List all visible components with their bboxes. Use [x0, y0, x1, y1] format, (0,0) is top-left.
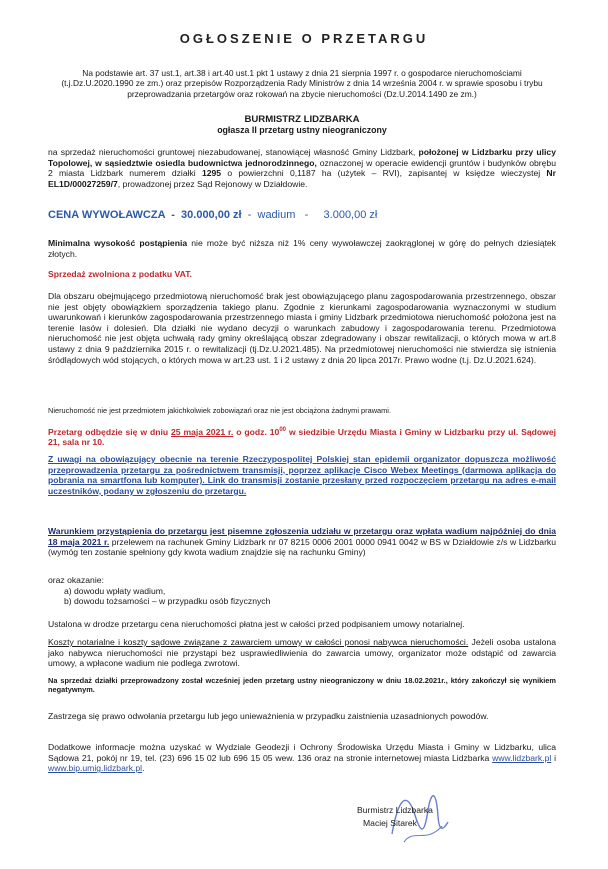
signature-role: Burmistrz Lidzbarka [357, 805, 433, 815]
tender-time: o godz. 10 [233, 426, 280, 437]
additional-info [48, 742, 556, 774]
tender-location: w siedzibie Urzędu Miasta i Gminy w Lidzbarku przy ul. Sądowej 21, sala nr 10. [48, 426, 556, 448]
additional-info-text: Dodatkowe informacje można uzyskać w Wydziale Geodezji i Ochrony Środowiska Urzędu Miasta i Gminy w Lidzbarku, ulica Sądowa 21, pokój nr 19, tel. (23) 696 15 02 lub 696 15 05 wew. 136 oraz na stronie internetowej miasta Lidzbarka [48, 742, 556, 763]
deposit-value: 3.000,00 zł [323, 209, 378, 221]
tender-type-heading: ogłasza II przetarg ustny nieograniczony [217, 125, 387, 135]
signature-name: Maciej Sitarek [363, 818, 417, 828]
minimum-increment-label: Minimalna wysokość postąpienia [48, 238, 188, 248]
tender-date-paragraph [48, 425, 556, 448]
tender-time-minutes: 00 [279, 427, 287, 433]
tender-date: 25 maja 2021 r. [171, 426, 234, 437]
website-link[interactable]: www.lidzbark.pl [492, 752, 552, 763]
list-item: b) dowodu tożsamości – w przypadku osób fizycznych [64, 596, 271, 607]
issuer-heading: BURMISTRZ LIDZBARKA [244, 114, 360, 125]
page-title: OGŁOSZENIE O PRZETARGU [179, 31, 429, 46]
obligations-note: Nieruchomość nie jest przedmiotem jakichkolwiek zobowiązań oraz nie jest obciążona żadnymi prawami. [48, 406, 391, 415]
minimum-increment-text: nie może być niższa niż 1% ceny wywoławczej zaokrąglonej w górę do pełnych dziesiątek złotych. [48, 238, 556, 259]
starting-price-value: 30.000,00 zł [181, 209, 242, 221]
additional-info-end: . [142, 763, 145, 774]
sale-text-4: , prowadzonej przez Sąd Rejonowy w Działdowie. [117, 178, 308, 189]
participation-condition [48, 526, 556, 558]
costs-paragraph [48, 637, 556, 669]
additional-info-conjunction: i [551, 752, 556, 763]
deposit-label: wadium [257, 209, 296, 221]
price-payment-note: Ustalona w drodze przetargu cena nieruchomości płatna jest w całości przed podpisaniem umowy notarialnej. [48, 619, 465, 629]
signature-stamp-icon [384, 782, 456, 852]
costs-underlined: Koszty notarialne i koszty sądowe związane z zawarciem umowy w całości ponosi nabywca nieruchomości. [48, 637, 469, 647]
bip-link[interactable]: www.bip.umig.lidzbark.pl [48, 763, 143, 774]
costs-text: Jeżeli osoba ustalona jako nabywca nieruchomości nie przystąpi bez usprawiedliwienia do zawarcia umowy, organizator może odstąpić od zawarcia umowy, a wpłacone wadium nie podlega zwrotowi. [48, 637, 556, 669]
previous-tender-note: Na sprzedaż działki przeprowadzony został wcześniej jeden przetarg ustny nieograniczony w dniu 18.02.2021r., który zakończył się wynikiem negatywnym. [48, 676, 556, 695]
minimum-increment [48, 238, 556, 259]
participation-condition-bold: Warunkiem przystąpienia do przetargu jest pisemne zgłoszenia udziału w przetargu oraz wpłata wadium najpóźniej do dnia 18 maja 2021 r. [48, 526, 556, 547]
epidemic-transmission-notice: Z uwagi na obowiązujący obecnie na terenie Rzeczypospolitej Polskiej stan epidemii organizator dopuszcza możliwość przeprowadzenia przetargu za pośrednictwem transmisji, poprzez aplikacje Cisco Webex Meetings (darmowa aplikacja do pobrania na smartfona lub komputer). Link do transmisji zostanie przesłany przed rozpoczęciem przetargu na adres e-mail uczestników, podany w zgłoszeniu do przetargu. [48, 454, 556, 496]
land-register-number: Nr EL1D/00027259/7 [48, 168, 556, 189]
sale-text-1: na sprzedaż nieruchomości gruntowej niezabudowanej, stanowiącej własność Gminy Lidzbark, [48, 147, 419, 157]
documents-required [48, 575, 556, 607]
sale-location: położonej w Lidzbarku przy ulicy Topolowej, w sąsiedztwie osiedla budownictwa jednorodzinnego, [48, 147, 556, 168]
sale-text-3: o powierzchni 0,1187 ha (użytek – RVI), zapisantej w księdze wieczystej [221, 168, 547, 179]
plot-number: 1295 [201, 168, 222, 179]
cancellation-reserve: Zastrzega się prawo odwołania przetargu lub jego unieważnienia w przypadku zaistnienia uzasadnionych powodów. [48, 711, 489, 721]
sale-description [48, 147, 556, 189]
starting-price-label: CENA WYWOŁAWCZA [48, 209, 166, 221]
list-item: a) dowodu wpłaty wadium, [64, 585, 166, 596]
documents-required-label: oraz okazanie: [48, 575, 104, 585]
starting-price-line: CENA WYWOŁAWCZA - 30.000,00 zł - wadium - 3.000,00 zł [48, 209, 378, 221]
zoning-plan-paragraph: Dla obszaru obejmującego przedmiotową nieruchomość brak jest obowiązującego planu zagospodarowania przestrzennego, obszar nie jest objęty obowiązkiem sporządzenia takiego planu. Zgodnie z kierunkami zagospodarowania wyznaczonymi w studium uwarunkowań i kierunków zagospodarowania przestrzennego miasta i gminy Lidzbark przedmiotowa nieruchomość położona jest na terenie lasów i dolesień. Dla działki nie wydano decyzji o warunkach zabudowy i zagospodarowania terenu. Przedmiotowa nieruchomość nie jest objęta uchwałą rady gminy określającą obszar zdegradowany i obszar rewitalizacji, o których mowa w art.8 ustawy z dnia 9 października 2015 r. o rewitalizacji (tj.Dz.U.2021.485). Na przedmiotowej nieruchomości nie stwierdza się istnienia śródlądowych wód stojących, o których mowa w art.23 ust. 1 i 2 ustawy z dnia 20 lipca 2017r. Prawo wodne (t.j. Dz.U.2021.624). [48, 291, 556, 365]
legal-basis-intro: Na podstawie art. 37 ust.1, art.38 i art.40 ust.1 pkt 1 ustawy z dnia 21 sierpnia 1997 r. o gospodarce nieruchomościami (t.j.Dz.U.2020.1990 ze zm.) oraz przepisów Rozporządzenia Rady Ministrów z dnia 14 września 2004 r. w sprawie sposobu i trybu przeprowadzania przetargów oraz rokowań na zbycie nieruchomości (Dz.U.2014.1490 ze zm.) [61, 68, 543, 99]
participation-condition-text: przelewem na rachunek Gminy Lidzbark nr 07 8215 0006 2001 0000 0941 0042 w BS w Działdowie z/s w Lidzbarku (wymóg ten zostanie spełniony gdy kwota wadium znajdzie się na rachunku Gminy) [48, 536, 557, 558]
sale-text-2: oznaczonej w operacie ewidencji gruntów i budynków obrębu 2 miasta Lidzbark numerem działki [48, 157, 556, 179]
tender-date-text-1: Przetarg odbędzie się w dniu [48, 426, 172, 437]
vat-exemption: Sprzedaż zwolniona z podatku VAT. [48, 269, 192, 279]
